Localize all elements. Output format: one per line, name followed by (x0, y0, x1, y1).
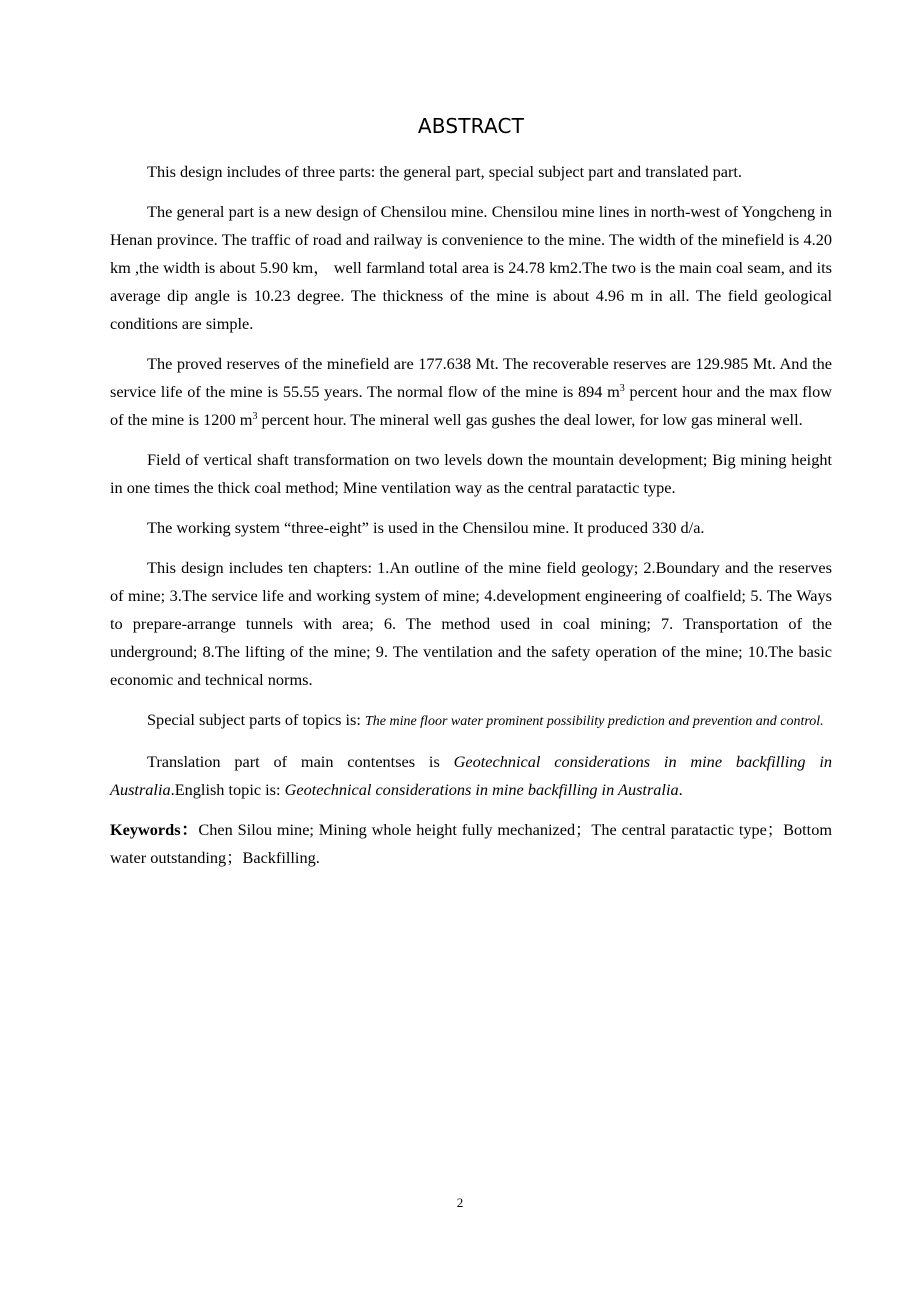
paragraph-translation (110, 748, 832, 804)
keywords-text: Chen Silou mine; Mining whole height fully mechanized；The central paratactic type；Bottom water outstanding；Backfilling. (110, 820, 832, 867)
translation-topic: Geotechnical considerations in mine backfilling in Australia (110, 752, 832, 799)
paragraph-overview: This design includes of three parts: the general part, special subject part and translated part. (147, 162, 742, 181)
keywords-label: Keywords： (110, 820, 199, 839)
reserves-text-1: The proved reserves of the minefield are 177.638 Mt. The recoverable reserves are 129.985 Mt. And the service life of the mine is 55.55 years. The normal flow of the mine is 894 m (110, 354, 832, 401)
paragraph-development: Field of vertical shaft transformation on two levels down the mountain development; Big mining height in one times the thick coal method; Mine ventilation way as the central paratactic type. (110, 450, 832, 497)
translation-lead: Translation part of main contentses is (147, 752, 454, 771)
keywords-paragraph (110, 816, 832, 872)
page-title: ABSTRACT (417, 114, 525, 138)
reserves-text-2: percent hour and the max flow of the mine is 1200 m (110, 382, 832, 429)
reserves-text-3: percent hour. The mineral well gas gushes the deal lower, for low gas mineral well. (257, 410, 803, 429)
superscript-3: 3 (252, 411, 258, 422)
page-number: 2 (456, 1195, 464, 1210)
paragraph-working-system: The working system “three-eight” is used in the Chensilou mine. It produced 330 d/a. (147, 518, 705, 537)
paragraph-reserves (110, 350, 832, 434)
paragraph-special-subject (110, 706, 832, 736)
translation-middle: .English topic is: (170, 780, 285, 799)
english-topic: Geotechnical considerations in mine backfilling in Australia (284, 780, 679, 799)
translation-end: . (678, 780, 683, 799)
special-subject-topic: The mine floor water prominent possibility prediction and prevention and control. (364, 714, 824, 729)
superscript-3: 3 (619, 383, 625, 394)
special-subject-lead: Special subject parts of topics is: (147, 710, 365, 729)
abstract-body (110, 158, 832, 884)
paragraph-general-part: The general part is a new design of Chensilou mine. Chensilou mine lines in north-west of Yongcheng in Henan province. The traffic of road and railway is convenience to the mine. The width of the minefield is 4.20 km ,the width is about 5.90 km， well farmland total area is 24.78 km2.The two is the main coal seam, and its average dip angle is 10.23 degree. The thickness of the mine is about 4.96 m in all. The field geological conditions are simple. (110, 202, 832, 333)
paragraph-chapters: This design includes ten chapters: 1.An outline of the mine field geology; 2.Boundary and the reserves of mine; 3.The service life and working system of mine; 4.development engineering of coalfield; 5. The Ways to prepare-arrange tunnels with area; 6. The method used in coal mining; 7. Transportation of the underground; 8.The lifting of the mine; 9. The ventilation and the safety operation of the mine; 10.The basic economic and technical norms. (110, 558, 832, 689)
